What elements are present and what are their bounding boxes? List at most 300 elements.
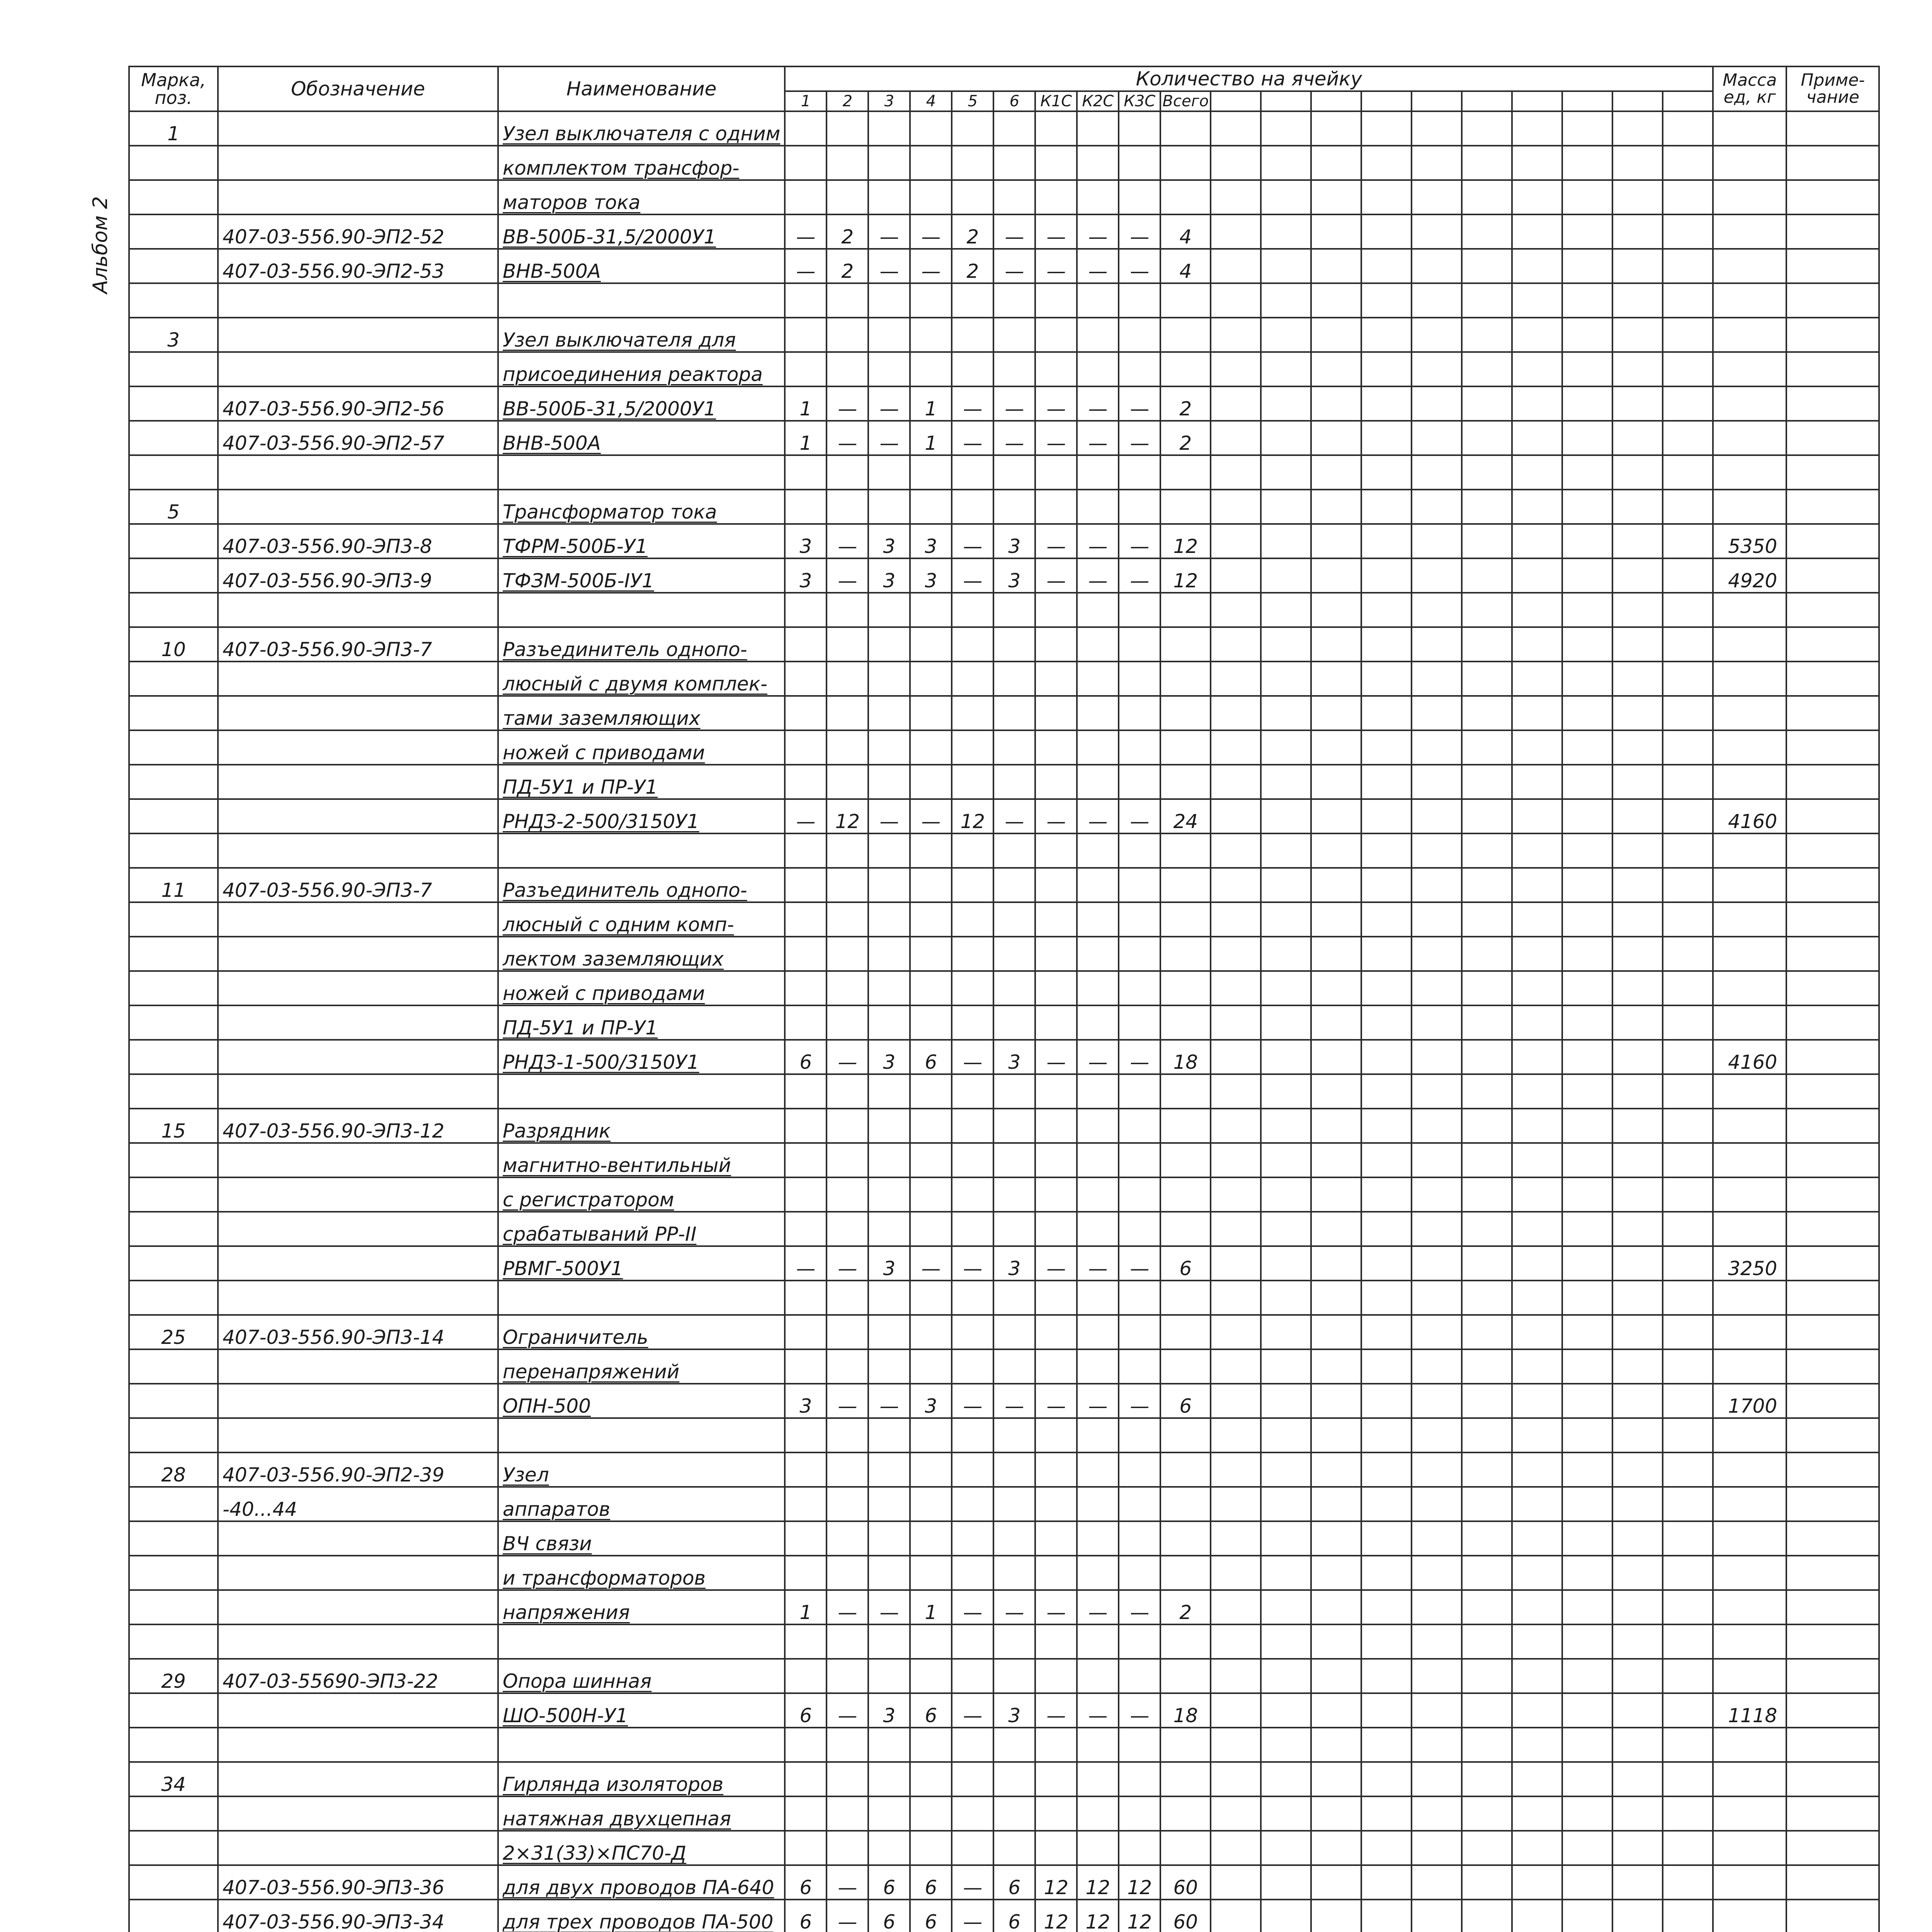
quantity-cell xyxy=(1119,1143,1160,1177)
table-row xyxy=(129,1109,1879,1143)
quantity-cell xyxy=(1077,490,1119,524)
empty-cell xyxy=(1211,1074,1261,1109)
quantity-cell xyxy=(993,765,1035,799)
designation-cell xyxy=(218,1349,498,1384)
quantity-cell: — xyxy=(1119,1384,1160,1418)
quantity-cell xyxy=(868,1728,910,1762)
mass-cell xyxy=(1713,833,1786,868)
empty-cell xyxy=(1261,1624,1311,1659)
table-row xyxy=(129,662,1879,696)
quantity-cell xyxy=(1077,1487,1119,1521)
quantity-cell xyxy=(993,1281,1035,1315)
quantity-cell xyxy=(868,1556,910,1590)
empty-cell xyxy=(1462,1521,1512,1556)
empty-cell xyxy=(1412,662,1462,696)
note-cell xyxy=(1786,111,1879,146)
empty-cell xyxy=(1261,1315,1311,1349)
mark-cell xyxy=(129,249,218,283)
empty-cell xyxy=(1512,833,1562,868)
empty-cell xyxy=(1562,490,1612,524)
empty-cell xyxy=(1612,1418,1663,1452)
quantity-cell xyxy=(1160,111,1211,146)
table-row xyxy=(129,730,1879,765)
quantity-cell: — xyxy=(993,1590,1035,1624)
empty-cell xyxy=(1663,833,1713,868)
table-row xyxy=(129,421,1879,455)
designation-cell xyxy=(218,593,498,627)
quantity-cell xyxy=(868,730,910,765)
quantity-cell xyxy=(827,1521,868,1556)
name-cell xyxy=(498,1728,785,1762)
empty-cell xyxy=(1311,1487,1361,1521)
mass-cell xyxy=(1713,1556,1786,1590)
quantity-cell: — xyxy=(910,249,952,283)
mark-cell: 28 xyxy=(129,1452,218,1487)
empty-cell xyxy=(1612,455,1663,490)
designation-cell: 407-03-556.90-ЭП3-36 xyxy=(218,1865,498,1900)
quantity-cell: 60 xyxy=(1160,1865,1211,1900)
quantity-cell xyxy=(910,937,952,971)
empty-cell xyxy=(1311,524,1361,558)
quantity-cell xyxy=(1160,1452,1211,1487)
quantity-cell xyxy=(785,146,827,180)
quantity-cell xyxy=(827,765,868,799)
designation-cell: 407-03-556.90-ЭП2-39 xyxy=(218,1452,498,1487)
mass-cell xyxy=(1713,627,1786,662)
quantity-cell xyxy=(910,1177,952,1212)
note-cell xyxy=(1786,971,1879,1005)
empty-cell xyxy=(1211,352,1261,386)
mark-cell xyxy=(129,352,218,386)
empty-cell xyxy=(1663,1590,1713,1624)
mark-cell xyxy=(129,1384,218,1418)
name-cell: лектом заземляющих xyxy=(498,937,785,971)
empty-cell xyxy=(1663,111,1713,146)
quantity-cell xyxy=(785,1315,827,1349)
quantity-cell: — xyxy=(1077,1246,1119,1281)
mark-cell: 11 xyxy=(129,868,218,902)
empty-cell xyxy=(1562,1349,1612,1384)
empty-cell xyxy=(1512,1074,1562,1109)
quantity-cell xyxy=(868,971,910,1005)
quantity-cell xyxy=(993,180,1035,214)
quantity-cell xyxy=(993,455,1035,490)
empty-cell xyxy=(1462,1728,1512,1762)
empty-cell xyxy=(1311,283,1361,318)
quantity-cell xyxy=(1119,455,1160,490)
empty-cell xyxy=(1562,214,1612,249)
note-cell xyxy=(1786,730,1879,765)
mass-cell xyxy=(1713,214,1786,249)
quantity-cell xyxy=(993,1556,1035,1590)
quantity-cell xyxy=(1119,1659,1160,1693)
empty-cell xyxy=(1412,1556,1462,1590)
quantity-cell: 4 xyxy=(1160,249,1211,283)
mass-cell xyxy=(1713,249,1786,283)
designation-cell xyxy=(218,971,498,1005)
quantity-cell: — xyxy=(952,1865,993,1900)
quantity-cell: 3 xyxy=(910,1384,952,1418)
quantity-cell xyxy=(1119,833,1160,868)
empty-cell xyxy=(1663,1831,1713,1865)
quantity-cell xyxy=(827,352,868,386)
designation-cell xyxy=(218,490,498,524)
empty-cell xyxy=(1612,1693,1663,1728)
mark-cell xyxy=(129,1728,218,1762)
name-cell xyxy=(498,283,785,318)
note-cell xyxy=(1786,214,1879,249)
quantity-cell xyxy=(1077,111,1119,146)
quantity-cell xyxy=(785,1212,827,1246)
quantity-cell xyxy=(1035,1212,1077,1246)
empty-cell xyxy=(1562,352,1612,386)
empty-cell xyxy=(1361,1109,1412,1143)
quantity-cell: — xyxy=(952,558,993,593)
empty-cell xyxy=(1261,1281,1311,1315)
empty-cell xyxy=(1211,1659,1261,1693)
note-cell xyxy=(1786,180,1879,214)
empty-cell xyxy=(1462,214,1512,249)
quantity-cell xyxy=(868,1418,910,1452)
table-row xyxy=(129,249,1879,283)
empty-cell xyxy=(1311,902,1361,937)
empty-cell xyxy=(1512,696,1562,730)
empty-cell xyxy=(1361,1384,1412,1418)
quantity-cell: — xyxy=(993,249,1035,283)
empty-cell xyxy=(1311,765,1361,799)
name-cell: ВЧ связи xyxy=(498,1521,785,1556)
note-cell xyxy=(1786,318,1879,352)
empty-cell xyxy=(1612,868,1663,902)
quantity-cell xyxy=(952,1452,993,1487)
quantity-cell: — xyxy=(1119,1246,1160,1281)
empty-cell xyxy=(1562,421,1612,455)
quantity-cell: — xyxy=(827,1246,868,1281)
quantity-cell xyxy=(785,1831,827,1865)
empty-cell xyxy=(1412,1384,1462,1418)
empty-cell xyxy=(1462,352,1512,386)
quantity-cell xyxy=(1160,1659,1211,1693)
empty-cell xyxy=(1612,1005,1663,1040)
quantity-cell xyxy=(785,1796,827,1831)
empty-cell xyxy=(1211,1212,1261,1246)
quantity-cell xyxy=(952,1521,993,1556)
empty-col-header xyxy=(1412,91,1462,111)
name-cell: люсный с одним комп- xyxy=(498,902,785,937)
quantity-cell: 6 xyxy=(785,1040,827,1074)
empty-cell xyxy=(1462,318,1512,352)
qty-col-header: 5 xyxy=(952,91,993,111)
quantity-cell xyxy=(1035,1796,1077,1831)
quantity-cell xyxy=(1035,1074,1077,1109)
empty-cell xyxy=(1612,558,1663,593)
quantity-cell xyxy=(993,1762,1035,1796)
empty-cell xyxy=(1361,490,1412,524)
designation-cell xyxy=(218,1624,498,1659)
empty-cell xyxy=(1562,146,1612,180)
quantity-cell: 1 xyxy=(785,1590,827,1624)
empty-cell xyxy=(1462,662,1512,696)
mark-cell xyxy=(129,1487,218,1521)
empty-cell xyxy=(1512,421,1562,455)
quantity-cell: 12 xyxy=(1077,1900,1119,1932)
quantity-cell: — xyxy=(952,1384,993,1418)
quantity-cell xyxy=(993,1109,1035,1143)
empty-cell xyxy=(1462,249,1512,283)
empty-cell xyxy=(1663,249,1713,283)
quantity-cell: 4 xyxy=(1160,214,1211,249)
empty-cell xyxy=(1311,352,1361,386)
note-cell xyxy=(1786,1109,1879,1143)
quantity-cell xyxy=(910,1831,952,1865)
empty-cell xyxy=(1512,1796,1562,1831)
quantity-cell xyxy=(1035,1659,1077,1693)
empty-cell xyxy=(1663,1349,1713,1384)
note-cell xyxy=(1786,490,1879,524)
quantity-cell xyxy=(1077,696,1119,730)
quantity-cell xyxy=(1119,696,1160,730)
quantity-cell xyxy=(827,1177,868,1212)
quantity-cell xyxy=(1077,318,1119,352)
empty-cell xyxy=(1462,1143,1512,1177)
empty-cell xyxy=(1562,902,1612,937)
quantity-cell xyxy=(1077,833,1119,868)
quantity-cell: 1 xyxy=(785,386,827,421)
empty-cell xyxy=(1261,490,1311,524)
empty-cell xyxy=(1211,1762,1261,1796)
empty-cell xyxy=(1562,283,1612,318)
empty-cell xyxy=(1412,593,1462,627)
quantity-cell xyxy=(1160,1143,1211,1177)
mark-cell xyxy=(129,593,218,627)
empty-cell xyxy=(1462,1315,1512,1349)
empty-cell xyxy=(1211,868,1261,902)
empty-cell xyxy=(1261,1556,1311,1590)
mass-cell xyxy=(1713,765,1786,799)
quantity-cell: — xyxy=(993,421,1035,455)
empty-cell xyxy=(1562,1831,1612,1865)
quantity-cell xyxy=(952,1659,993,1693)
table-row xyxy=(129,1005,1879,1040)
empty-cell xyxy=(1261,833,1311,868)
empty-cell xyxy=(1663,627,1713,662)
quantity-cell: — xyxy=(1119,1693,1160,1728)
empty-cell xyxy=(1412,1005,1462,1040)
empty-cell xyxy=(1361,868,1412,902)
empty-cell xyxy=(1261,249,1311,283)
empty-cell xyxy=(1361,1315,1412,1349)
empty-cell xyxy=(1612,1831,1663,1865)
empty-cell xyxy=(1462,180,1512,214)
empty-cell xyxy=(1612,249,1663,283)
empty-cell xyxy=(1211,318,1261,352)
table-row xyxy=(129,1487,1879,1521)
quantity-cell xyxy=(1160,1728,1211,1762)
empty-cell xyxy=(1412,283,1462,318)
quantity-cell xyxy=(1077,1315,1119,1349)
empty-cell xyxy=(1211,1384,1261,1418)
empty-cell xyxy=(1412,696,1462,730)
empty-cell xyxy=(1361,1074,1412,1109)
quantity-cell xyxy=(1077,1659,1119,1693)
table-row xyxy=(129,146,1879,180)
empty-cell xyxy=(1562,1865,1612,1900)
empty-cell xyxy=(1412,1109,1462,1143)
table-row xyxy=(129,524,1879,558)
empty-cell xyxy=(1663,1487,1713,1521)
mass-cell xyxy=(1713,1212,1786,1246)
name-cell: РНДЗ-1-500/3150У1 xyxy=(498,1040,785,1074)
name-cell: присоединения реактора xyxy=(498,352,785,386)
designation-cell xyxy=(218,455,498,490)
empty-cell xyxy=(1462,1040,1512,1074)
mass-cell xyxy=(1713,1452,1786,1487)
empty-cell xyxy=(1311,1418,1361,1452)
quantity-cell xyxy=(993,833,1035,868)
empty-cell xyxy=(1512,1005,1562,1040)
quantity-cell xyxy=(910,1281,952,1315)
table-row xyxy=(129,1281,1879,1315)
empty-cell xyxy=(1512,1762,1562,1796)
empty-cell xyxy=(1663,1212,1713,1246)
empty-cell xyxy=(1612,1762,1663,1796)
quantity-cell xyxy=(1035,1452,1077,1487)
quantity-cell xyxy=(785,1556,827,1590)
mark-cell xyxy=(129,1040,218,1074)
empty-cell xyxy=(1512,283,1562,318)
quantity-cell xyxy=(1160,352,1211,386)
empty-cell xyxy=(1261,1762,1311,1796)
quantity-cell: 2 xyxy=(827,214,868,249)
quantity-cell xyxy=(952,696,993,730)
quantity-cell xyxy=(1077,1349,1119,1384)
name-cell xyxy=(498,455,785,490)
quantity-cell xyxy=(868,1109,910,1143)
empty-cell xyxy=(1361,111,1412,146)
empty-cell xyxy=(1663,180,1713,214)
quantity-cell xyxy=(785,1109,827,1143)
empty-cell xyxy=(1261,386,1311,421)
note-cell xyxy=(1786,868,1879,902)
empty-cell xyxy=(1612,214,1663,249)
empty-cell xyxy=(1663,1384,1713,1418)
mark-cell xyxy=(129,1831,218,1865)
quantity-cell xyxy=(1035,1831,1077,1865)
quantity-cell xyxy=(1160,1624,1211,1659)
quantity-cell xyxy=(952,1349,993,1384)
header-designation: Обозначение xyxy=(218,66,498,111)
name-cell: Разъединитель однопо- xyxy=(498,868,785,902)
quantity-cell xyxy=(1160,1315,1211,1349)
empty-cell xyxy=(1562,833,1612,868)
designation-cell: 407-03-556.90-ЭП3-12 xyxy=(218,1109,498,1143)
quantity-cell xyxy=(827,1143,868,1177)
note-cell xyxy=(1786,1384,1879,1418)
quantity-cell xyxy=(1160,1418,1211,1452)
table-row xyxy=(129,1865,1879,1900)
quantity-cell xyxy=(910,1418,952,1452)
quantity-cell xyxy=(910,765,952,799)
mark-cell xyxy=(129,558,218,593)
quantity-cell xyxy=(1077,627,1119,662)
quantity-cell xyxy=(827,1418,868,1452)
empty-cell xyxy=(1612,1590,1663,1624)
name-cell: ТФРМ-500Б-У1 xyxy=(498,524,785,558)
empty-cell xyxy=(1663,352,1713,386)
quantity-cell: — xyxy=(827,1900,868,1932)
mark-cell xyxy=(129,1556,218,1590)
empty-cell xyxy=(1211,1349,1261,1384)
quantity-cell: — xyxy=(868,214,910,249)
quantity-cell: 3 xyxy=(868,524,910,558)
note-cell xyxy=(1786,937,1879,971)
empty-cell xyxy=(1562,1900,1612,1932)
table-row xyxy=(129,111,1879,146)
empty-cell xyxy=(1211,1693,1261,1728)
empty-cell xyxy=(1512,937,1562,971)
mark-cell xyxy=(129,833,218,868)
quantity-cell xyxy=(993,868,1035,902)
empty-cell xyxy=(1261,318,1311,352)
quantity-cell xyxy=(1077,180,1119,214)
quantity-cell: 6 xyxy=(910,1040,952,1074)
table-row xyxy=(129,1384,1879,1418)
qty-col-header: К2С xyxy=(1077,91,1119,111)
empty-cell xyxy=(1612,1281,1663,1315)
quantity-cell xyxy=(952,1281,993,1315)
header-name: Наименование xyxy=(498,66,785,111)
empty-cell xyxy=(1512,627,1562,662)
name-cell: тами заземляющих xyxy=(498,696,785,730)
name-cell xyxy=(498,1281,785,1315)
empty-cell xyxy=(1361,1005,1412,1040)
empty-cell xyxy=(1311,1349,1361,1384)
empty-cell xyxy=(1512,1281,1562,1315)
mass-cell xyxy=(1713,1659,1786,1693)
note-cell xyxy=(1786,1728,1879,1762)
name-cell: ВВ-500Б-31,5/2000У1 xyxy=(498,386,785,421)
empty-cell xyxy=(1211,627,1261,662)
table-row xyxy=(129,1143,1879,1177)
empty-cell xyxy=(1412,1349,1462,1384)
designation-cell xyxy=(218,730,498,765)
empty-cell xyxy=(1512,146,1562,180)
quantity-cell: — xyxy=(868,249,910,283)
empty-cell xyxy=(1462,971,1512,1005)
table-row xyxy=(129,1762,1879,1796)
quantity-cell: — xyxy=(993,799,1035,833)
designation-cell xyxy=(218,146,498,180)
empty-cell xyxy=(1311,833,1361,868)
quantity-cell xyxy=(910,490,952,524)
quantity-cell: — xyxy=(827,524,868,558)
quantity-cell: — xyxy=(827,558,868,593)
empty-cell xyxy=(1311,1796,1361,1831)
empty-cell xyxy=(1412,1796,1462,1831)
mark-cell: 1 xyxy=(129,111,218,146)
empty-cell xyxy=(1211,1418,1261,1452)
designation-cell: 407-03-556.90-ЭП3-34 xyxy=(218,1900,498,1932)
quantity-cell xyxy=(1077,765,1119,799)
quantity-cell xyxy=(993,1452,1035,1487)
quantity-cell xyxy=(952,1074,993,1109)
empty-cell xyxy=(1261,902,1311,937)
empty-cell xyxy=(1361,1040,1412,1074)
quantity-cell xyxy=(1035,490,1077,524)
mass-cell xyxy=(1713,318,1786,352)
empty-cell xyxy=(1261,937,1311,971)
note-cell xyxy=(1786,1315,1879,1349)
